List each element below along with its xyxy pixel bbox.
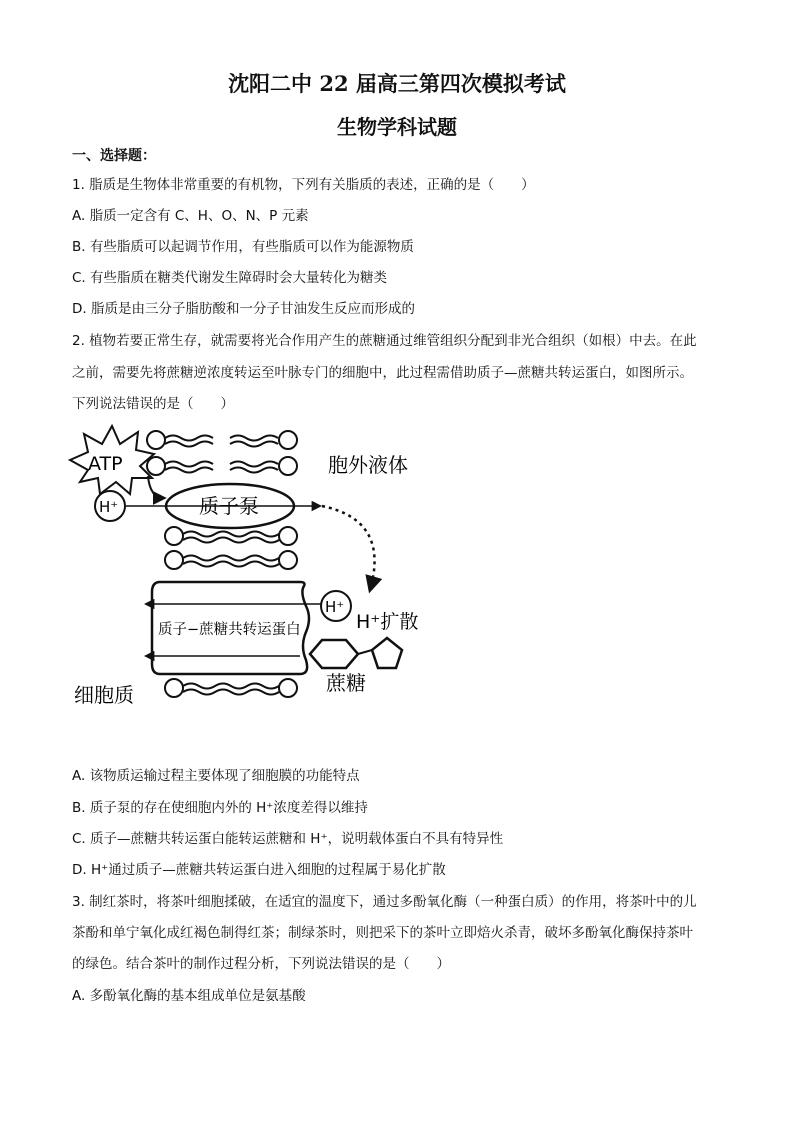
proton-pump-label: 质子泵: [199, 494, 259, 518]
q2-option-d: D. H⁺通过质子—蔗糖共转运蛋白进入细胞的过程属于易化扩散: [72, 862, 446, 878]
q1-option-c: C. 有些脂质在糖类代谢发生障碍时会大量转化为糖类: [72, 270, 388, 286]
q3-stem-line: 的绿色。结合茶叶的制作过程分析，下列说法错误的是（ ）: [72, 956, 450, 972]
atp-label: ATP: [88, 453, 123, 475]
phospholipid-bilayer-top: [147, 431, 297, 475]
q3-stem-line: 3. 制红茶时，将茶叶细胞揉破，在适宜的温度下，通过多酚氧化酶（一种蛋白质）的作用，将茶叶中的儿: [72, 894, 697, 910]
q2-option-a: A. 该物质运输过程主要体现了细胞膜的功能特点: [72, 768, 360, 784]
q3-option-a: A. 多酚氧化酶的基本组成单位是氨基酸: [72, 988, 306, 1004]
cytoplasm-label: 细胞质: [74, 683, 134, 707]
h-diffusion-label: H⁺扩散: [356, 611, 419, 633]
q1-stem: 1. 脂质是生物体非常重要的有机物，下列有关脂质的表述，正确的是（ ）: [72, 177, 535, 193]
fructose-pentagon: [372, 638, 402, 668]
q2-stem-line: 2. 植物若要正常生存，就需要将光合作用产生的蔗糖通过维管组织分配到非光合组织（如根）中去。在此: [72, 333, 697, 349]
h-return-dotted-arrow: [322, 506, 375, 590]
section-heading: 一、选择题：: [72, 148, 156, 164]
outside-fluid-label: 胞外液体: [328, 453, 408, 477]
exam-subject: 生物学科试题: [337, 115, 457, 139]
h-ion-label: H⁺: [325, 598, 345, 616]
q2-stem-line: 之前，需要先将蔗糖逆浓度转运至叶脉专门的细胞中，此过程需借助质子—蔗糖共转运蛋白，如图所示。: [72, 365, 693, 381]
q2-option-b: B. 质子泵的存在使细胞内外的 H⁺浓度差得以维持: [72, 800, 368, 816]
atp-arrow: [148, 476, 164, 498]
phospholipid-bilayer-bottom: [165, 679, 297, 697]
q3-stem-line: 茶酚和单宁氧化成红褐色制得红茶；制绿茶时，则把采下的茶叶立即焙火杀青，破坏多酚氧化酶保持茶叶: [72, 925, 693, 941]
phospholipid-bilayer-middle: [165, 527, 297, 569]
h-ion-label: H⁺: [99, 498, 119, 516]
q1-option-a: A. 脂质一定含有 C、H、O、N、P 元素: [72, 208, 309, 224]
sucrose-label: 蔗糖: [326, 671, 366, 695]
membrane-transport-diagram: [60, 420, 440, 720]
q1-option-b: B. 有些脂质可以起调节作用，有些脂质可以作为能源物质: [72, 239, 414, 255]
q2-option-c: C. 质子—蔗糖共转运蛋白能转运蔗糖和 H⁺，说明载体蛋白不具有特异性: [72, 831, 504, 847]
exam-title: 沈阳二中 22 届高三第四次模拟考试: [228, 71, 566, 96]
symporter-label: 质子−蔗糖共转运蛋白: [158, 622, 301, 638]
q1-option-d: D. 脂质是由三分子脂肪酸和一分子甘油发生反应而形成的: [72, 301, 415, 317]
q2-stem-line: 下列说法错误的是（ ）: [72, 396, 234, 412]
glucose-hexagon: [310, 640, 358, 668]
